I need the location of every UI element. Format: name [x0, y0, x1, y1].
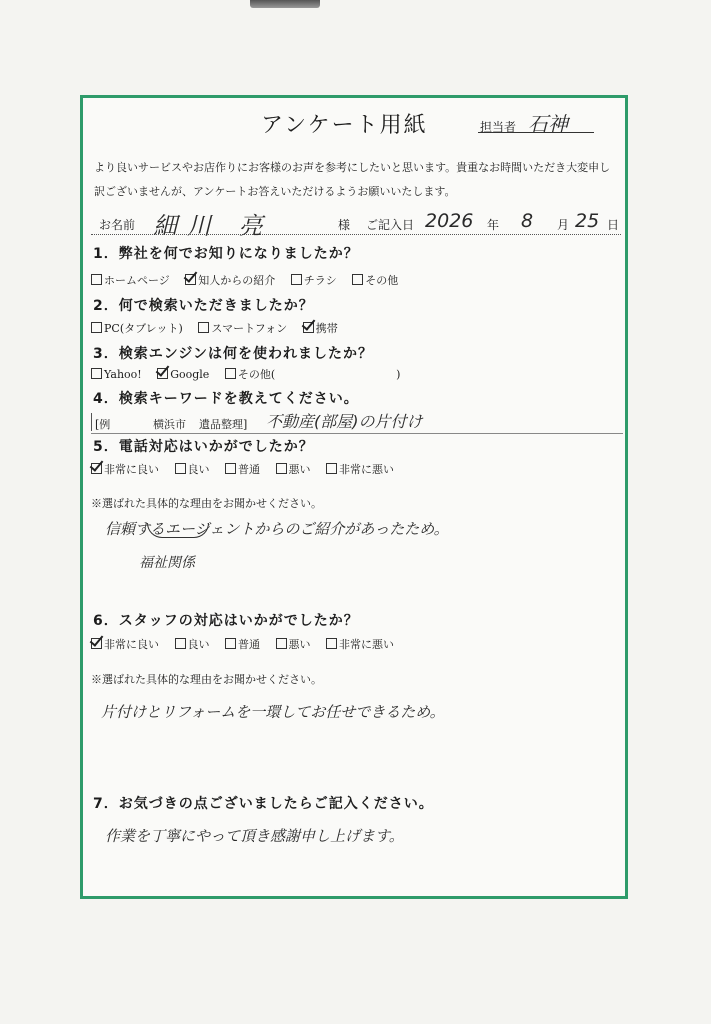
- q7-heading: 7．お気づきの点ございましたらご記入ください。: [93, 796, 434, 812]
- form-title: アンケート用紙: [261, 113, 428, 138]
- q7-answer[interactable]: 作業を丁寧にやって頂き感謝申し上げます。: [105, 827, 404, 845]
- checkbox-icon[interactable]: [276, 463, 287, 474]
- q6-reason-prompt: ※選ばれた具体的な理由をお聞かせください。: [91, 673, 322, 686]
- checkbox-icon[interactable]: [326, 638, 337, 649]
- month-label: 月: [557, 218, 570, 232]
- q5-option[interactable]: 非常に悪い: [326, 463, 394, 476]
- checkbox-icon[interactable]: [175, 463, 186, 474]
- name-value[interactable]: 細川 亮: [153, 212, 273, 240]
- year-label: 年: [487, 218, 500, 232]
- q6-reason-answer[interactable]: 片付けとリフォームを一環してお任せできるため。: [101, 703, 445, 721]
- example-keyword-2: 遺品整理]: [199, 418, 248, 431]
- q6-option[interactable]: 非常に良い: [91, 638, 159, 651]
- example-keyword-1: 横浜市: [153, 418, 186, 431]
- q2-option[interactable]: PC(タブレット): [91, 322, 183, 335]
- q5-option[interactable]: 良い: [175, 463, 210, 476]
- month-value[interactable]: 8: [521, 210, 534, 232]
- staff-label: 担当者: [480, 120, 517, 134]
- intro-text: より良いサービスやお店作りにお客様のお声を参考にしたいと思います。貴重なお時間いただき大変申し訳ございませんが、アンケートお答えいただけるようお願いいたします。: [94, 161, 611, 198]
- checkbox-icon[interactable]: [175, 638, 186, 649]
- checkbox-checked-icon[interactable]: [91, 638, 102, 649]
- q1-option[interactable]: 知人からの紹介: [185, 274, 275, 287]
- q1-option[interactable]: その他: [352, 274, 398, 287]
- q6-option[interactable]: 良い: [175, 638, 210, 651]
- year-value[interactable]: 2026: [425, 210, 474, 232]
- q2-option[interactable]: 携帯: [303, 322, 338, 335]
- checkbox-icon[interactable]: [225, 463, 236, 474]
- q6-option[interactable]: 非常に悪い: [326, 638, 394, 651]
- checkbox-checked-icon[interactable]: [303, 322, 314, 333]
- checkbox-checked-icon[interactable]: [91, 463, 102, 474]
- q3-option[interactable]: その他( ): [225, 368, 401, 381]
- checkbox-icon[interactable]: [225, 638, 236, 649]
- checkbox-icon[interactable]: [352, 274, 363, 285]
- keyword-answer[interactable]: 不動産(部屋)の片付け: [266, 412, 423, 431]
- q2-options: [91, 320, 350, 336]
- q1-heading: 1．弊社を何でお知りになりましたか？: [93, 246, 359, 262]
- q6-option[interactable]: 普通: [225, 638, 260, 651]
- q1-options: [91, 272, 410, 288]
- q5-option[interactable]: 普通: [225, 463, 260, 476]
- date-label: ご記入日: [366, 218, 415, 232]
- insert-mark: [147, 523, 209, 538]
- checkbox-icon[interactable]: [276, 638, 287, 649]
- checkbox-icon[interactable]: [91, 368, 102, 379]
- q3-options: [91, 366, 412, 382]
- q2-heading: 2．何で検索いただきましたか？: [93, 298, 314, 314]
- example-label: [例: [95, 418, 111, 431]
- staff-underline: [478, 132, 594, 133]
- checkbox-icon[interactable]: [326, 463, 337, 474]
- q3-heading: 3．検索エンジンは何を使われましたか？: [93, 346, 374, 362]
- checkbox-icon[interactable]: [91, 274, 102, 285]
- q5-reason-prompt: ※選ばれた具体的な理由をお聞かせください。: [91, 497, 322, 510]
- survey-sheet: [80, 95, 628, 899]
- sama-label: 様: [338, 218, 351, 232]
- checkbox-checked-icon[interactable]: [185, 274, 196, 285]
- q5-reason-answer[interactable]: 信頼するエージェントからのご紹介があったため。: [105, 520, 449, 538]
- q5-heading: 5．電話対応はいかがでしたか？: [93, 439, 314, 455]
- q5-reason-insert[interactable]: 福祉関係: [139, 555, 195, 571]
- q1-option[interactable]: チラシ: [291, 274, 337, 287]
- q6-option[interactable]: 悪い: [276, 638, 311, 651]
- checkbox-icon[interactable]: [198, 322, 209, 333]
- q5-option[interactable]: 非常に良い: [91, 463, 159, 476]
- checkbox-icon[interactable]: [291, 274, 302, 285]
- checkbox-icon[interactable]: [91, 322, 102, 333]
- q3-option[interactable]: Google: [157, 368, 209, 381]
- q2-option[interactable]: スマートフォン: [198, 322, 287, 335]
- staff-name: 石神: [528, 112, 568, 136]
- q6-options: [91, 636, 406, 652]
- q6-heading: 6．スタッフの対応はいかがでしたか？: [93, 613, 359, 629]
- day-label: 日: [607, 218, 620, 232]
- checkbox-checked-icon[interactable]: [157, 368, 168, 379]
- day-value[interactable]: 25: [575, 210, 600, 232]
- q1-option[interactable]: ホームページ: [91, 274, 170, 287]
- name-date-row: [91, 208, 621, 240]
- checkbox-icon[interactable]: [225, 368, 236, 379]
- q3-option[interactable]: Yahoo!: [91, 368, 142, 381]
- keyword-row: [91, 411, 623, 434]
- q4-heading: 4．検索キーワードを教えてください。: [93, 391, 359, 407]
- q5-options: [91, 461, 406, 477]
- name-label: お名前: [99, 218, 136, 232]
- binder-clip: [250, 0, 320, 8]
- q5-option[interactable]: 悪い: [276, 463, 311, 476]
